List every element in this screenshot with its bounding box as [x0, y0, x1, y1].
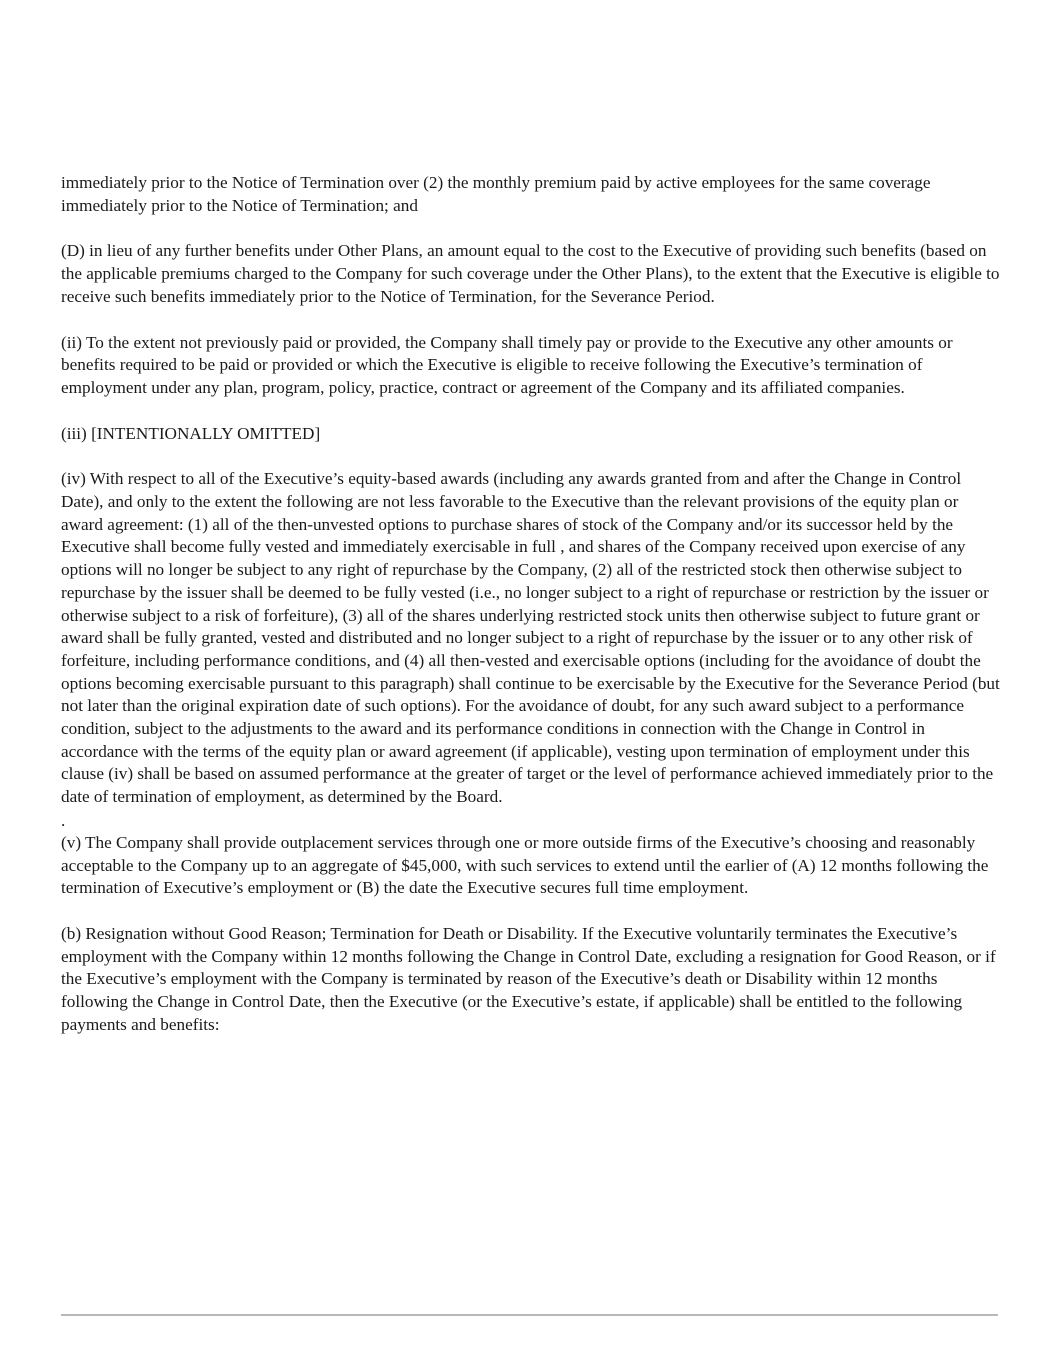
paragraph-b: (b) Resignation without Good Reason; Termination for Death or Disability. If the Executive voluntarily terminates the Executive’s employment with the Company within 12 months following the Change in Control Date, excluding a resignation for Good Reason, or if the Executive’s employment with the Company is terminated by reason of the Executive’s death or Disability within 12 months following the Change in Control Date, then the Executive (or the Executive’s estate, if applicable) shall be entitled to the following payments and benefits:: [61, 923, 996, 1034]
paragraph-c-continuation: immediately prior to the Notice of Termination over (2) the monthly premium paid by active employees for the same coverage immediately prior to the Notice of Termination; and: [61, 173, 931, 215]
paragraph-d: (D) in lieu of any further benefits under Other Plans, an amount equal to the cost to the Executive of providing such benefits (based on the applicable premiums charged to the Company for such coverage under the Other Plans), to the extent that the Executive is eligible to receive such benefits immediately prior to the Notice of Termination, for the Severance Period.: [61, 241, 1000, 306]
paragraph-v: (v) The Company shall provide outplacement services through one or more outside firms of the Executive’s choosing and reasonably acceptable to the Company up to an aggregate of $45,000, with such services to extend until the earlier of (A) 12 months following the termination of Executive’s employment or (B) the date the Executive secures full time employment.: [61, 832, 989, 898]
document-body: [61, 172, 1001, 1060]
footer-divider: [61, 1314, 998, 1316]
paragraph-iv: (iv) With respect to all of the Executive’s equity-based awards (including any awards granted from and after the Change in Control Date), and only to the extent the following are not less favorable to the Executive than the relevant provisions of the equity plan or award agreement: (1) all of the then-unvested options to purchase shares of stock of the Company and/or its successor held by the Executive shall become fully vested and immediately exercisable in full , and shares of the Company received upon exercise of any options will no longer be subject to any right of repurchase by the Company, (2) all of the restricted stock then otherwise subject to repurchase by the issuer shall be deemed to be fully vested (i.e., no longer subject to a right of repurchase or restriction by the issuer or otherwise subject to a risk of forfeiture), (3) all of the shares underlying restricted stock units then otherwise subject to future grant or award shall be fully granted, vested and distributed and no longer subject to a right of repurchase by the issuer or to any other risk of forfeiture, including performance conditions, and (4) all then-vested and exercisable options (including for the avoidance of doubt the options becoming exercisable pursuant to this paragraph) shall continue to be exercisable by the Executive for the Severance Period (but not later than the original expiration date of such options). For the avoidance of doubt, for any such award subject to a performance condition, subject to the adjustments to the award and its performance conditions in connection with the Change in Control in accordance with the terms of the equity plan or award agreement (if applicable), vesting upon termination of employment under this clause (iv) shall be based on assumed performance at the greater of target or the level of performance achieved immediately prior to the date of termination of employment, as determined by the Board.: [61, 469, 1000, 807]
stray-period: .: [61, 810, 66, 830]
paragraph-iii: (iii) [INTENTIONALLY OMITTED]: [61, 423, 321, 443]
paragraph-ii: (ii) To the extent not previously paid or provided, the Company shall timely pay or provide to the Executive any other amounts or benefits required to be paid or provided or which the Executive is eligible to receive following the Executive’s termination of employment under any plan, program, policy, practice, contract or agreement of the Company and its affiliated companies.: [61, 332, 953, 397]
